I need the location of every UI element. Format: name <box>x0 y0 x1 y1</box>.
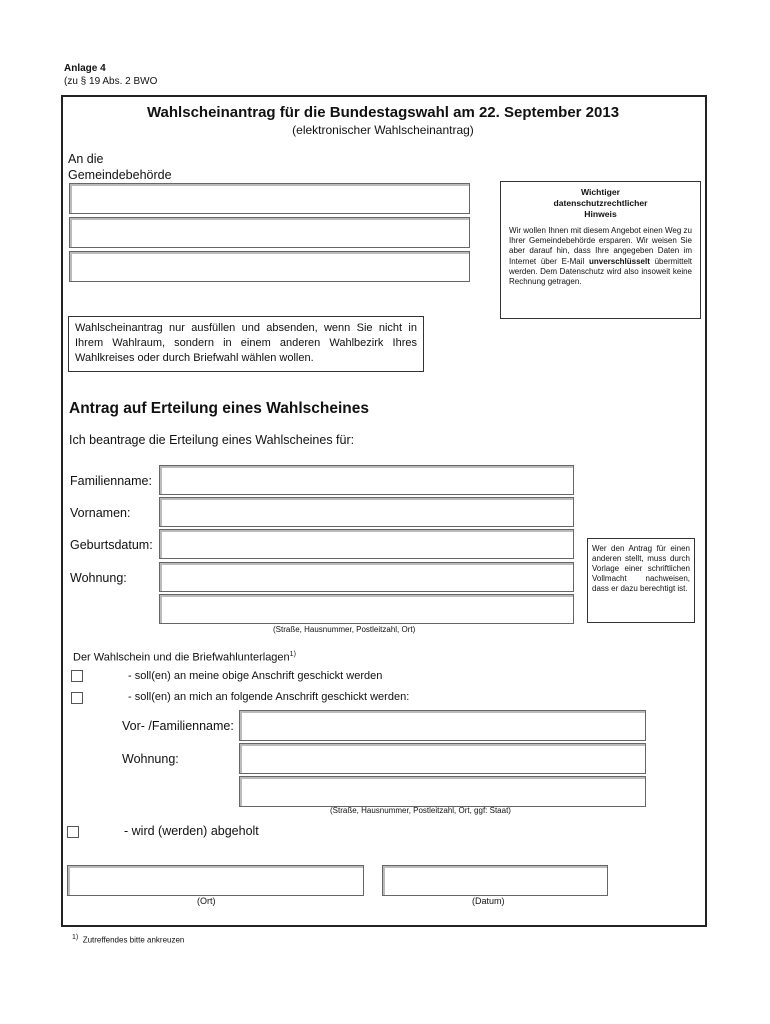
annex-reference: (zu § 19 Abs. 2 BWO <box>64 76 158 87</box>
option-other-address-checkbox[interactable] <box>71 692 83 704</box>
privacy-heading-line-3: Hinweis <box>584 209 617 219</box>
privacy-notice-box <box>500 181 701 319</box>
date-input[interactable] <box>382 865 608 896</box>
vornamen-label: Vornamen: <box>70 506 131 520</box>
place-input[interactable] <box>67 865 364 896</box>
familienname-label: Familienname: <box>70 474 152 488</box>
footnote-text: Zutreffendes bitte ankreuzen <box>82 935 185 945</box>
alt-address-caption: (Straße, Hausnummer, Postleitzahl, Ort, ggf: Staat) <box>330 806 511 815</box>
familienname-input[interactable] <box>159 465 574 495</box>
alt-name-input[interactable] <box>239 710 646 741</box>
wohnung-input-1[interactable] <box>159 562 574 592</box>
vornamen-input[interactable] <box>159 497 574 527</box>
usage-notice: Wahlscheinantrag nur ausfüllen und absenden, wenn Sie nicht in Ihrem Wahlraum, sondern in einem anderen Wahlbezirk Ihres Wahlkreises oder durch Briefwahl wählen wollen. <box>68 316 424 372</box>
recipient-line-2: Gemeindebehörde <box>68 168 172 182</box>
geburtsdatum-label: Geburtsdatum: <box>70 538 153 552</box>
alt-wohnung-label: Wohnung: <box>122 752 179 766</box>
option-own-address-checkbox[interactable] <box>71 670 83 682</box>
wohnung-input-2[interactable] <box>159 594 574 624</box>
alt-wohnung-input-1[interactable] <box>239 743 646 774</box>
recipient-label <box>68 151 172 183</box>
authority-field-1[interactable] <box>69 183 470 214</box>
place-caption: (Ort) <box>197 896 216 906</box>
applicant-address-caption: (Straße, Hausnummer, Postleitzahl, Ort) <box>273 625 416 634</box>
footnote-marker: 1) <box>289 651 296 658</box>
date-caption: (Datum) <box>472 896 505 906</box>
privacy-heading-line-2: datenschutzrechtlicher <box>553 198 648 208</box>
footnote <box>72 934 184 945</box>
section-heading: Antrag auf Erteilung eines Wahlscheines <box>69 400 370 417</box>
recipient-line-1: An die <box>68 152 104 166</box>
option-own-address-label: - soll(en) an meine obige Anschrift geschickt werden <box>128 670 383 682</box>
option-pickup-label: - wird (werden) abgeholt <box>124 824 259 838</box>
alt-wohnung-input-2[interactable] <box>239 776 646 807</box>
delivery-intro <box>73 651 296 664</box>
authority-field-2[interactable] <box>69 217 470 248</box>
option-other-address-label: - soll(en) an mich an folgende Anschrift geschickt werden: <box>128 691 410 703</box>
authority-field-3[interactable] <box>69 251 470 282</box>
wohnung-label: Wohnung: <box>70 571 127 585</box>
section-intro: Ich beantrage die Erteilung eines Wahlscheines für: <box>69 433 355 447</box>
proxy-note-box: Wer den Antrag für einen anderen stellt, muss durch Vorlage einer schriftlichen Vollmacht nachweisen, dass er dazu berechtigt ist. <box>587 538 695 623</box>
delivery-intro-text: Der Wahlschein und die Briefwahlunterlagen <box>73 651 290 664</box>
geburtsdatum-input[interactable] <box>159 529 574 559</box>
privacy-notice-heading <box>509 187 692 220</box>
option-pickup-checkbox[interactable] <box>67 826 79 838</box>
form-subtitle: (elektronischer Wahlscheinantrag) <box>292 123 474 137</box>
form-title: Wahlscheinantrag für die Bundestagswahl am 22. September 2013 <box>146 104 620 121</box>
privacy-heading-line-1: Wichtiger <box>580 187 621 197</box>
privacy-text-part-2: übermittelt werden. Dem Datenschutz wird also insoweit keine Rechnung getragen. <box>509 256 692 287</box>
privacy-text-part-1: Wir wollen Ihnen mit diesem Angebot einen Weg zu Ihrer Gemeindebehörde ersparen. Wir weisen Sie aber darauf hin, dass Ihre angegeben Daten im Internet über E-Mail <box>509 226 692 266</box>
privacy-text-bold: unverschlüsselt <box>588 256 650 266</box>
alt-name-label: Vor- /Familienname: <box>122 719 234 733</box>
footnote-number: 1) <box>72 934 79 941</box>
annex-title: Anlage 4 <box>64 63 106 74</box>
privacy-notice-text <box>509 226 692 287</box>
